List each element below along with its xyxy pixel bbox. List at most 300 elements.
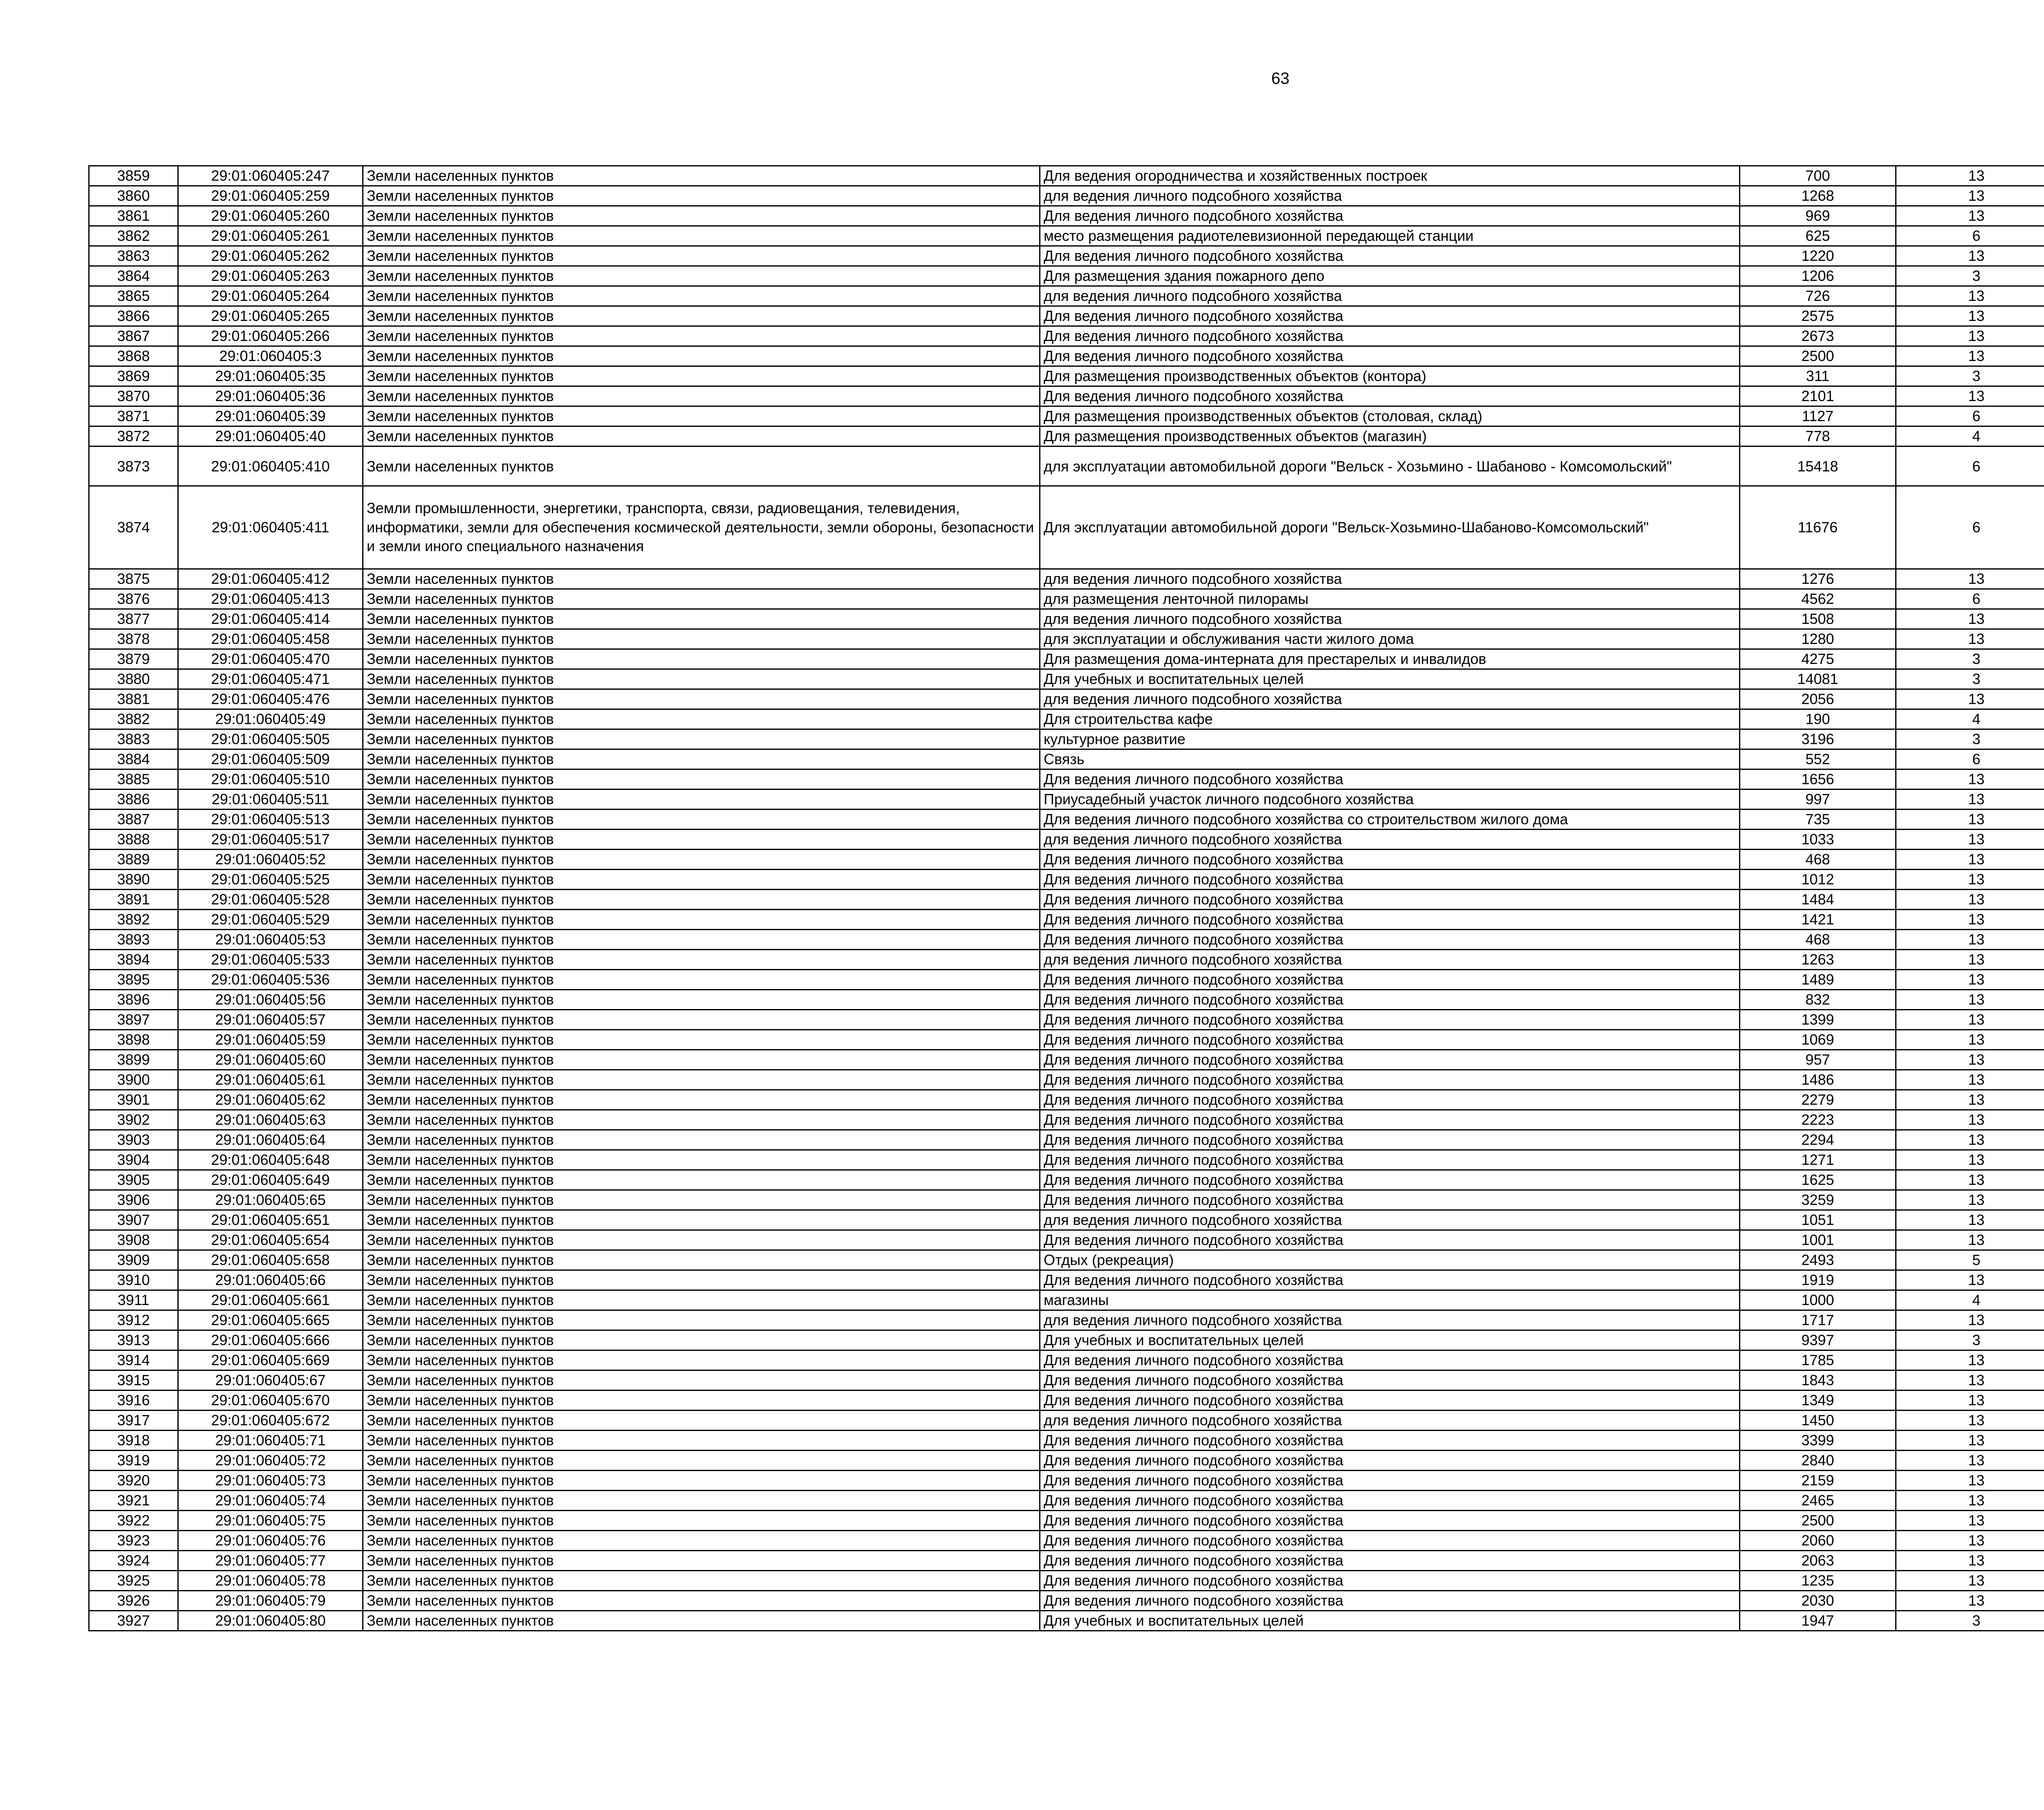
permitted-use-cell: Для ведения личного подсобного хозяйства xyxy=(1040,386,1740,406)
land-category-cell: Земли населенных пунктов xyxy=(363,569,1040,589)
permitted-use-cell: Для ведения личного подсобного хозяйства xyxy=(1040,1531,1740,1551)
area-cell: 1206 xyxy=(1740,266,1896,286)
row-number-cell: 3895 xyxy=(89,970,178,990)
row-number-cell: 3908 xyxy=(89,1230,178,1250)
group-cell: 13 xyxy=(1896,629,2044,649)
row-number-cell: 3912 xyxy=(89,1310,178,1330)
group-cell: 6 xyxy=(1896,446,2044,486)
area-cell: 700 xyxy=(1740,166,1896,186)
table-row xyxy=(89,749,2044,769)
area-cell: 1421 xyxy=(1740,910,1896,930)
group-cell: 13 xyxy=(1896,1310,2044,1330)
table-row xyxy=(89,649,2044,669)
area-cell: 1489 xyxy=(1740,970,1896,990)
cadastral-number-cell: 29:01:060405:73 xyxy=(178,1471,363,1491)
permitted-use-cell: Для ведения личного подсобного хозяйства xyxy=(1040,1431,1740,1451)
permitted-use-cell: Для ведения личного подсобного хозяйства xyxy=(1040,246,1740,266)
cadastral-number-cell: 29:01:060405:666 xyxy=(178,1330,363,1350)
permitted-use-cell: Для ведения личного подсобного хозяйства xyxy=(1040,1110,1740,1130)
land-category-cell: Земли населенных пунктов xyxy=(363,306,1040,326)
land-category-cell: Земли населенных пунктов xyxy=(363,1270,1040,1290)
table-row xyxy=(89,1391,2044,1411)
row-number-cell: 3885 xyxy=(89,769,178,789)
permitted-use-cell: Для строительства кафе xyxy=(1040,709,1740,729)
group-cell: 13 xyxy=(1896,1591,2044,1611)
group-cell: 13 xyxy=(1896,1431,2044,1451)
area-cell: 1486 xyxy=(1740,1070,1896,1090)
group-cell: 13 xyxy=(1896,1190,2044,1210)
area-cell: 2575 xyxy=(1740,306,1896,326)
group-cell: 13 xyxy=(1896,1030,2044,1050)
permitted-use-cell: Для ведения личного подсобного хозяйства xyxy=(1040,1030,1740,1050)
table-row xyxy=(89,1611,2044,1631)
area-cell: 625 xyxy=(1740,226,1896,246)
cadastral-number-cell: 29:01:060405:648 xyxy=(178,1150,363,1170)
table-row xyxy=(89,206,2044,226)
area-cell: 1235 xyxy=(1740,1571,1896,1591)
area-cell: 2223 xyxy=(1740,1110,1896,1130)
cadastral-number-cell: 29:01:060405:414 xyxy=(178,609,363,629)
land-category-cell: Земли населенных пунктов xyxy=(363,166,1040,186)
table-row xyxy=(89,346,2044,366)
cadastral-number-cell: 29:01:060405:71 xyxy=(178,1431,363,1451)
permitted-use-cell: Для ведения личного подсобного хозяйства xyxy=(1040,1391,1740,1411)
row-number-cell: 3897 xyxy=(89,1010,178,1030)
area-cell: 4275 xyxy=(1740,649,1896,669)
permitted-use-cell: Для ведения личного подсобного хозяйства xyxy=(1040,970,1740,990)
permitted-use-cell: Для ведения личного подсобного хозяйства xyxy=(1040,1551,1740,1571)
group-cell: 13 xyxy=(1896,990,2044,1010)
area-cell: 2030 xyxy=(1740,1591,1896,1611)
table-row xyxy=(89,1270,2044,1290)
table-row xyxy=(89,729,2044,749)
group-cell: 13 xyxy=(1896,206,2044,226)
cadastral-number-cell: 29:01:060405:525 xyxy=(178,870,363,890)
cadastral-number-cell: 29:01:060405:75 xyxy=(178,1511,363,1531)
group-cell: 13 xyxy=(1896,830,2044,850)
land-category-cell: Земли населенных пунктов xyxy=(363,769,1040,789)
land-category-cell: Земли населенных пунктов xyxy=(363,1110,1040,1130)
land-category-cell: Земли населенных пунктов xyxy=(363,1050,1040,1070)
area-cell: 190 xyxy=(1740,709,1896,729)
land-category-cell: Земли населенных пунктов xyxy=(363,990,1040,1010)
permitted-use-cell: Отдых (рекреация) xyxy=(1040,1250,1740,1270)
land-category-cell: Земли населенных пунктов xyxy=(363,1070,1040,1090)
group-cell: 13 xyxy=(1896,1170,2044,1190)
row-number-cell: 3925 xyxy=(89,1571,178,1591)
row-number-cell: 3893 xyxy=(89,930,178,950)
row-number-cell: 3922 xyxy=(89,1511,178,1531)
table-row xyxy=(89,286,2044,306)
group-cell: 13 xyxy=(1896,1130,2044,1150)
cadastral-number-cell: 29:01:060405:517 xyxy=(178,830,363,850)
row-number-cell: 3920 xyxy=(89,1471,178,1491)
table-row xyxy=(89,1110,2044,1130)
area-cell: 2294 xyxy=(1740,1130,1896,1150)
permitted-use-cell: для ведения личного подсобного хозяйства xyxy=(1040,830,1740,850)
group-cell: 3 xyxy=(1896,729,2044,749)
row-number-cell: 3918 xyxy=(89,1431,178,1451)
land-category-cell: Земли населенных пунктов xyxy=(363,1571,1040,1591)
row-number-cell: 3887 xyxy=(89,810,178,830)
table-row xyxy=(89,830,2044,850)
group-cell: 6 xyxy=(1896,486,2044,569)
area-cell: 1033 xyxy=(1740,830,1896,850)
permitted-use-cell: Для ведения огородничества и хозяйственных построек xyxy=(1040,166,1740,186)
table-row xyxy=(89,1090,2044,1110)
table-row xyxy=(89,326,2044,346)
row-number-cell: 3919 xyxy=(89,1451,178,1471)
table-row xyxy=(89,1451,2044,1471)
group-cell: 13 xyxy=(1896,306,2044,326)
row-number-cell: 3886 xyxy=(89,789,178,810)
permitted-use-cell: Приусадебный участок личного подсобного хозяйства xyxy=(1040,789,1740,810)
land-category-cell: Земли населенных пунктов xyxy=(363,1150,1040,1170)
permitted-use-cell: Для ведения личного подсобного хозяйства xyxy=(1040,1591,1740,1611)
land-category-cell: Земли населенных пунктов xyxy=(363,386,1040,406)
group-cell: 5 xyxy=(1896,1250,2044,1270)
land-category-cell: Земли населенных пунктов xyxy=(363,1170,1040,1190)
table-row xyxy=(89,810,2044,830)
group-cell: 6 xyxy=(1896,226,2044,246)
land-category-cell: Земли населенных пунктов xyxy=(363,1210,1040,1230)
permitted-use-cell: магазины xyxy=(1040,1290,1740,1310)
table-row xyxy=(89,486,2044,569)
area-cell: 1947 xyxy=(1740,1611,1896,1631)
cadastral-number-cell: 29:01:060405:264 xyxy=(178,286,363,306)
land-category-cell: Земли населенных пунктов xyxy=(363,1230,1040,1250)
row-number-cell: 3874 xyxy=(89,486,178,569)
land-category-cell: Земли населенных пунктов xyxy=(363,1551,1040,1571)
land-category-cell: Земли населенных пунктов xyxy=(363,1250,1040,1270)
cadastral-number-cell: 29:01:060405:266 xyxy=(178,326,363,346)
area-cell: 1508 xyxy=(1740,609,1896,629)
cadastral-number-cell: 29:01:060405:49 xyxy=(178,709,363,729)
permitted-use-cell: Для ведения личного подсобного хозяйства xyxy=(1040,1150,1740,1170)
table-row xyxy=(89,186,2044,206)
group-cell: 13 xyxy=(1896,1270,2044,1290)
group-cell: 13 xyxy=(1896,1531,2044,1551)
cadastral-number-cell: 29:01:060405:36 xyxy=(178,386,363,406)
group-cell: 13 xyxy=(1896,1411,2044,1431)
permitted-use-cell: Для размещения производственных объектов (контора) xyxy=(1040,366,1740,386)
area-cell: 832 xyxy=(1740,990,1896,1010)
table-row xyxy=(89,1150,2044,1170)
table-row xyxy=(89,1591,2044,1611)
group-cell: 13 xyxy=(1896,326,2044,346)
area-cell: 2159 xyxy=(1740,1471,1896,1491)
table-row xyxy=(89,1350,2044,1370)
area-cell: 1785 xyxy=(1740,1350,1896,1370)
permitted-use-cell: Для ведения личного подсобного хозяйства xyxy=(1040,306,1740,326)
land-category-cell: Земли населенных пунктов xyxy=(363,1611,1040,1631)
land-category-cell: Земли населенных пунктов xyxy=(363,266,1040,286)
area-cell: 2500 xyxy=(1740,346,1896,366)
cadastral-number-cell: 29:01:060405:61 xyxy=(178,1070,363,1090)
cadastral-number-cell: 29:01:060405:651 xyxy=(178,1210,363,1230)
area-cell: 2101 xyxy=(1740,386,1896,406)
row-number-cell: 3899 xyxy=(89,1050,178,1070)
permitted-use-cell: Для ведения личного подсобного хозяйства xyxy=(1040,890,1740,910)
row-number-cell: 3889 xyxy=(89,850,178,870)
land-category-cell: Земли населенных пунктов xyxy=(363,870,1040,890)
cadastral-number-cell: 29:01:060405:510 xyxy=(178,769,363,789)
row-number-cell: 3898 xyxy=(89,1030,178,1050)
land-category-cell: Земли населенных пунктов xyxy=(363,669,1040,689)
land-category-cell: Земли населенных пунктов xyxy=(363,1511,1040,1531)
table-row xyxy=(89,386,2044,406)
cadastral-number-cell: 29:01:060405:39 xyxy=(178,406,363,426)
group-cell: 6 xyxy=(1896,589,2044,609)
land-category-cell: Земли населенных пунктов xyxy=(363,709,1040,729)
permitted-use-cell: Для ведения личного подсобного хозяйства xyxy=(1040,1130,1740,1150)
permitted-use-cell: для эксплуатации и обслуживания части жилого дома xyxy=(1040,629,1740,649)
permitted-use-cell: Для размещения производственных объектов (магазин) xyxy=(1040,426,1740,446)
table-row xyxy=(89,266,2044,286)
cadastral-number-cell: 29:01:060405:76 xyxy=(178,1531,363,1551)
row-number-cell: 3892 xyxy=(89,910,178,930)
table-row xyxy=(89,1571,2044,1591)
group-cell: 4 xyxy=(1896,426,2044,446)
group-cell: 3 xyxy=(1896,1330,2044,1350)
cadastral-number-cell: 29:01:060405:261 xyxy=(178,226,363,246)
group-cell: 3 xyxy=(1896,649,2044,669)
cadastral-number-cell: 29:01:060405:78 xyxy=(178,1571,363,1591)
land-category-cell: Земли населенных пунктов xyxy=(363,326,1040,346)
group-cell: 6 xyxy=(1896,406,2044,426)
row-number-cell: 3867 xyxy=(89,326,178,346)
row-number-cell: 3881 xyxy=(89,689,178,709)
row-number-cell: 3876 xyxy=(89,589,178,609)
row-number-cell: 3875 xyxy=(89,569,178,589)
row-number-cell: 3883 xyxy=(89,729,178,749)
row-number-cell: 3916 xyxy=(89,1391,178,1411)
permitted-use-cell: для ведения личного подсобного хозяйства xyxy=(1040,689,1740,709)
table-row xyxy=(89,629,2044,649)
permitted-use-cell: Для ведения личного подсобного хозяйства xyxy=(1040,206,1740,226)
cadastral-number-cell: 29:01:060405:65 xyxy=(178,1190,363,1210)
cadastral-number-cell: 29:01:060405:77 xyxy=(178,1551,363,1571)
cadastral-number-cell: 29:01:060405:260 xyxy=(178,206,363,226)
group-cell: 13 xyxy=(1896,246,2044,266)
row-number-cell: 3927 xyxy=(89,1611,178,1631)
table-row xyxy=(89,226,2044,246)
table-row xyxy=(89,1210,2044,1230)
row-number-cell: 3862 xyxy=(89,226,178,246)
permitted-use-cell: Для ведения личного подсобного хозяйства xyxy=(1040,1511,1740,1531)
row-number-cell: 3879 xyxy=(89,649,178,669)
area-cell: 1276 xyxy=(1740,569,1896,589)
permitted-use-cell: Для ведения личного подсобного хозяйства xyxy=(1040,930,1740,950)
cadastral-number-cell: 29:01:060405:56 xyxy=(178,990,363,1010)
table-row xyxy=(89,890,2044,910)
permitted-use-cell: Для ведения личного подсобного хозяйства со строительством жилого дома xyxy=(1040,810,1740,830)
table-row xyxy=(89,246,2044,266)
cadastral-number-cell: 29:01:060405:265 xyxy=(178,306,363,326)
cadastral-number-cell: 29:01:060405:67 xyxy=(178,1370,363,1391)
cadastral-number-cell: 29:01:060405:63 xyxy=(178,1110,363,1130)
row-number-cell: 3868 xyxy=(89,346,178,366)
area-cell: 2840 xyxy=(1740,1451,1896,1471)
row-number-cell: 3864 xyxy=(89,266,178,286)
land-category-cell: Земли населенных пунктов xyxy=(363,810,1040,830)
land-category-cell: Земли населенных пунктов xyxy=(363,649,1040,669)
permitted-use-cell: Связь xyxy=(1040,749,1740,769)
cadastral-number-cell: 29:01:060405:411 xyxy=(178,486,363,569)
table-row xyxy=(89,950,2044,970)
group-cell: 13 xyxy=(1896,186,2044,206)
permitted-use-cell: Для размещения производственных объектов (столовая, склад) xyxy=(1040,406,1740,426)
permitted-use-cell: место размещения радиотелевизионной передающей станции xyxy=(1040,226,1740,246)
permitted-use-cell: Для ведения личного подсобного хозяйства xyxy=(1040,1230,1740,1250)
group-cell: 3 xyxy=(1896,1611,2044,1631)
area-cell: 15418 xyxy=(1740,446,1896,486)
table-row xyxy=(89,569,2044,589)
group-cell: 13 xyxy=(1896,1070,2044,1090)
table-row xyxy=(89,306,2044,326)
permitted-use-cell: Для ведения личного подсобного хозяйства xyxy=(1040,1010,1740,1030)
permitted-use-cell: Для ведения личного подсобного хозяйства xyxy=(1040,870,1740,890)
area-cell: 2060 xyxy=(1740,1531,1896,1551)
area-cell: 735 xyxy=(1740,810,1896,830)
cadastral-number-cell: 29:01:060405:413 xyxy=(178,589,363,609)
table-row xyxy=(89,1471,2044,1491)
row-number-cell: 3896 xyxy=(89,990,178,1010)
land-category-cell: Земли населенных пунктов xyxy=(363,366,1040,386)
land-category-cell: Земли населенных пунктов xyxy=(363,890,1040,910)
table-row xyxy=(89,1370,2044,1391)
cadastral-number-cell: 29:01:060405:59 xyxy=(178,1030,363,1050)
table-row xyxy=(89,1050,2044,1070)
cadastral-number-cell: 29:01:060405:52 xyxy=(178,850,363,870)
table-row xyxy=(89,769,2044,789)
area-cell: 1263 xyxy=(1740,950,1896,970)
area-cell: 1220 xyxy=(1740,246,1896,266)
cadastral-number-cell: 29:01:060405:72 xyxy=(178,1451,363,1471)
group-cell: 13 xyxy=(1896,769,2044,789)
group-cell: 13 xyxy=(1896,1050,2044,1070)
area-cell: 2279 xyxy=(1740,1090,1896,1110)
land-category-cell: Земли населенных пунктов xyxy=(363,1310,1040,1330)
table-row xyxy=(89,669,2044,689)
cadastral-number-cell: 29:01:060405:64 xyxy=(178,1130,363,1150)
group-cell: 13 xyxy=(1896,1350,2044,1370)
cadastral-number-cell: 29:01:060405:57 xyxy=(178,1010,363,1030)
area-cell: 1919 xyxy=(1740,1270,1896,1290)
area-cell: 2465 xyxy=(1740,1491,1896,1511)
cadastral-number-cell: 29:01:060405:412 xyxy=(178,569,363,589)
group-cell: 13 xyxy=(1896,1471,2044,1491)
table-row xyxy=(89,1230,2044,1250)
area-cell: 1271 xyxy=(1740,1150,1896,1170)
row-number-cell: 3859 xyxy=(89,166,178,186)
cadastral-number-cell: 29:01:060405:509 xyxy=(178,749,363,769)
land-category-cell: Земли населенных пунктов xyxy=(363,970,1040,990)
group-cell: 13 xyxy=(1896,1010,2044,1030)
table-row xyxy=(89,930,2044,950)
row-number-cell: 3891 xyxy=(89,890,178,910)
table-row xyxy=(89,970,2044,990)
cadastral-number-cell: 29:01:060405:471 xyxy=(178,669,363,689)
land-category-cell: Земли населенных пунктов xyxy=(363,1030,1040,1050)
area-cell: 468 xyxy=(1740,930,1896,950)
land-category-cell: Земли населенных пунктов xyxy=(363,1531,1040,1551)
land-category-cell: Земли населенных пунктов xyxy=(363,1190,1040,1210)
land-category-cell: Земли населенных пунктов xyxy=(363,1090,1040,1110)
group-cell: 13 xyxy=(1896,689,2044,709)
area-cell: 2063 xyxy=(1740,1551,1896,1571)
permitted-use-cell: Для ведения личного подсобного хозяйства xyxy=(1040,1571,1740,1591)
group-cell: 13 xyxy=(1896,1451,2044,1471)
permitted-use-cell: Для учебных и воспитательных целей xyxy=(1040,1330,1740,1350)
row-number-cell: 3870 xyxy=(89,386,178,406)
permitted-use-cell: для ведения личного подсобного хозяйства xyxy=(1040,1411,1740,1431)
cadastral-number-cell: 29:01:060405:661 xyxy=(178,1290,363,1310)
group-cell: 13 xyxy=(1896,910,2044,930)
permitted-use-cell: для ведения личного подсобного хозяйства xyxy=(1040,950,1740,970)
permitted-use-cell: Для ведения личного подсобного хозяйства xyxy=(1040,1190,1740,1210)
area-cell: 2500 xyxy=(1740,1511,1896,1531)
permitted-use-cell: Для ведения личного подсобного хозяйства xyxy=(1040,1050,1740,1070)
area-cell: 552 xyxy=(1740,749,1896,769)
table-row xyxy=(89,1290,2044,1310)
area-cell: 1127 xyxy=(1740,406,1896,426)
row-number-cell: 3882 xyxy=(89,709,178,729)
land-category-cell: Земли населенных пунктов xyxy=(363,950,1040,970)
row-number-cell: 3909 xyxy=(89,1250,178,1270)
land-category-cell: Земли населенных пунктов xyxy=(363,1350,1040,1370)
cadastral-number-cell: 29:01:060405:654 xyxy=(178,1230,363,1250)
group-cell: 13 xyxy=(1896,166,2044,186)
group-cell: 13 xyxy=(1896,346,2044,366)
group-cell: 13 xyxy=(1896,1090,2044,1110)
land-category-cell: Земли населенных пунктов xyxy=(363,246,1040,266)
row-number-cell: 3906 xyxy=(89,1190,178,1210)
row-number-cell: 3910 xyxy=(89,1270,178,1290)
row-number-cell: 3900 xyxy=(89,1070,178,1090)
area-cell: 997 xyxy=(1740,789,1896,810)
table-row xyxy=(89,1531,2044,1551)
land-category-cell: Земли населенных пунктов xyxy=(363,286,1040,306)
table-row xyxy=(89,1551,2044,1571)
table-row xyxy=(89,1330,2044,1350)
permitted-use-cell: Для ведения личного подсобного хозяйства xyxy=(1040,1070,1740,1090)
area-cell: 11676 xyxy=(1740,486,1896,569)
area-cell: 1484 xyxy=(1740,890,1896,910)
row-number-cell: 3926 xyxy=(89,1591,178,1611)
cadastral-number-cell: 29:01:060405:263 xyxy=(178,266,363,286)
permitted-use-cell: Для эксплуатации автомобильной дороги "Вельск-Хозьмино-Шабаново-Комсомольский" xyxy=(1040,486,1740,569)
area-cell: 778 xyxy=(1740,426,1896,446)
cadastral-number-cell: 29:01:060405:470 xyxy=(178,649,363,669)
land-category-cell: Земли населенных пунктов xyxy=(363,789,1040,810)
land-category-cell: Земли населенных пунктов xyxy=(363,1411,1040,1431)
cadastral-number-cell: 29:01:060405:511 xyxy=(178,789,363,810)
row-number-cell: 3917 xyxy=(89,1411,178,1431)
table-body xyxy=(89,166,2044,1631)
area-cell: 969 xyxy=(1740,206,1896,226)
table-row xyxy=(89,689,2044,709)
land-category-cell: Земли населенных пунктов xyxy=(363,1471,1040,1491)
permitted-use-cell: для ведения личного подсобного хозяйства xyxy=(1040,186,1740,206)
row-number-cell: 3907 xyxy=(89,1210,178,1230)
cadastral-number-cell: 29:01:060405:262 xyxy=(178,246,363,266)
land-category-cell: Земли населенных пунктов xyxy=(363,830,1040,850)
row-number-cell: 3890 xyxy=(89,870,178,890)
row-number-cell: 3911 xyxy=(89,1290,178,1310)
area-cell: 1051 xyxy=(1740,1210,1896,1230)
area-cell: 1000 xyxy=(1740,1290,1896,1310)
